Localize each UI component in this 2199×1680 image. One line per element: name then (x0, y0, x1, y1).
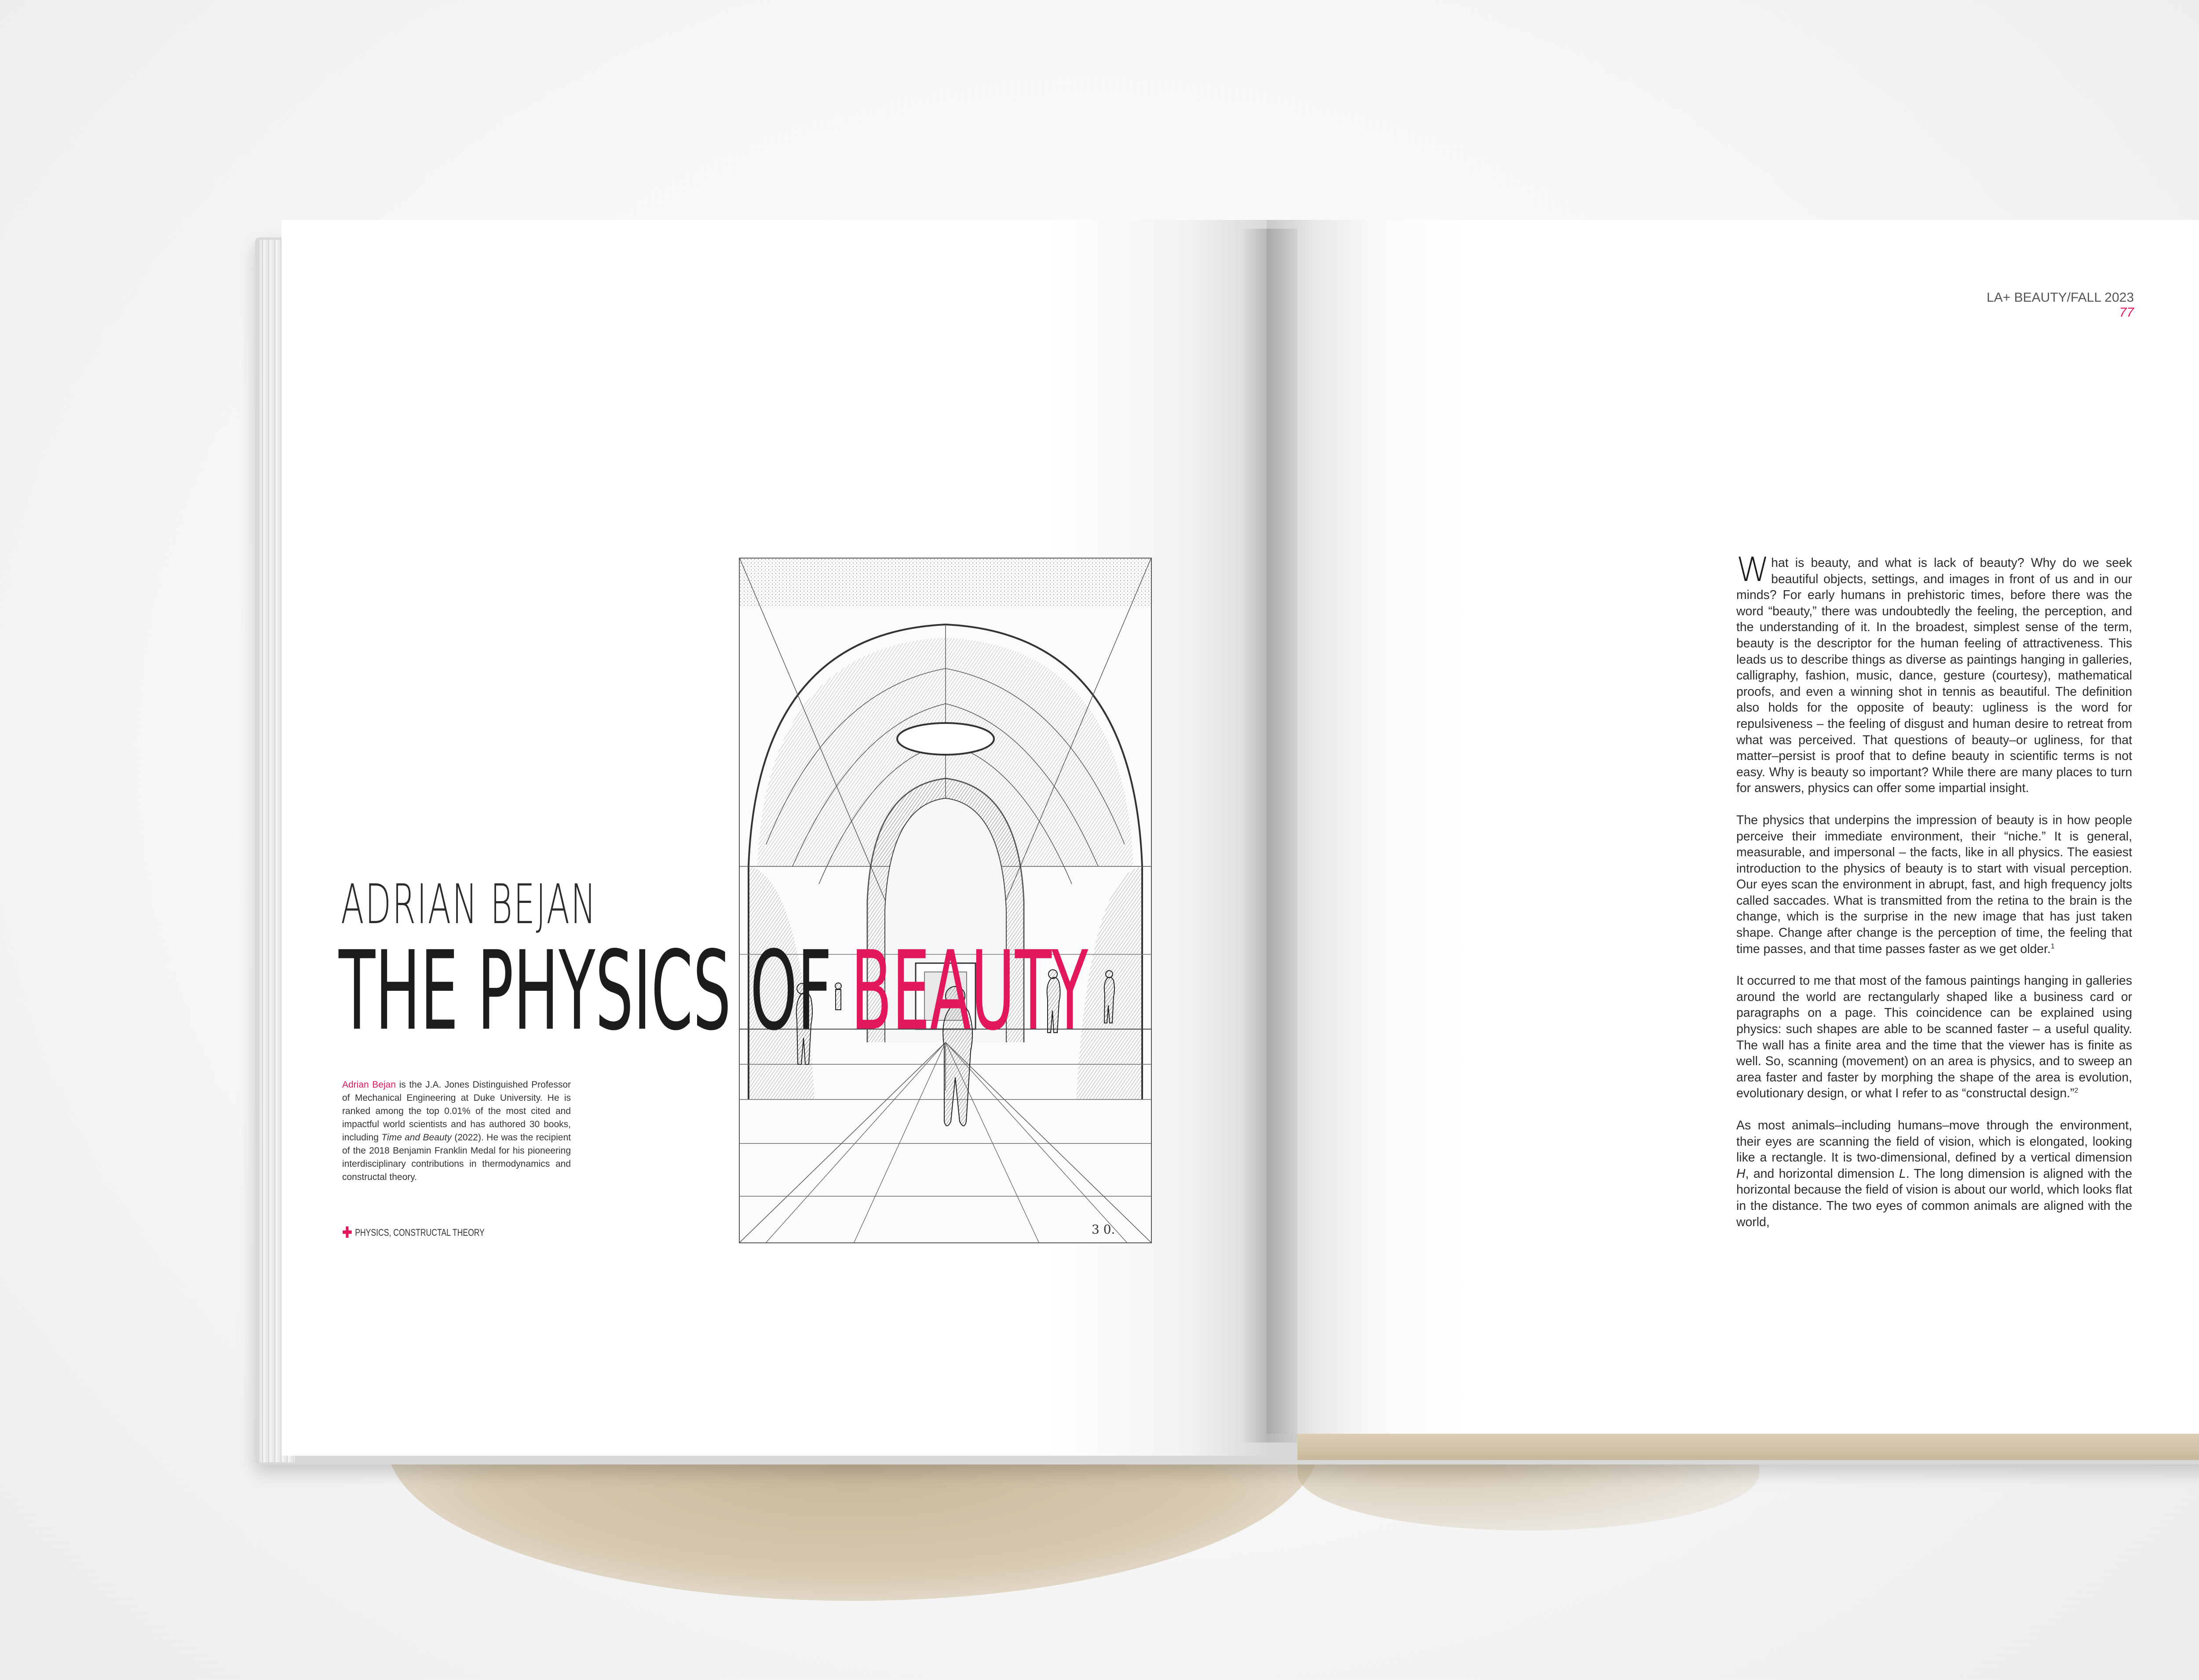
plus-icon: ✚ (342, 1224, 352, 1241)
bio-text-end: (2022). He was the recipient of the 2018 Benjamin Franklin Medal for his pioneering interdisciplinary contributions in thermodynamics and constructal theory. (342, 1132, 571, 1182)
paragraph-1-text: hat is beauty, and what is lack of beauty? Why do we seek beautiful objects, settings, and images in front of us and in our minds? For early humans in prehistoric times, before there was the word “beauty,” there was undoubtedly the feeling, the perception, and the understanding of it. In the broadest, simplest sense of the term, beauty is the descriptor for the human feeling of attractiveness. This leads us to describe things as diverse as paintings hanging in galleries, calligraphy, fashion, music, dance, gesture (courtesy), mathematical proofs, and even a winning shot in tennis as beautiful. The definition also holds for the opposite of beauty: ugliness is the word for repulsiveness – the feeling of disgust and human desire to retreat from what was perceived. That questions of beauty–or ugliness, for that matter–persist is proof that to define beauty in scientific terms is not easy. Why is beauty so important? While there are many places to turn for answers, physics can offer some impartial insight. (1736, 556, 2132, 796)
author-bio (342, 1078, 571, 1184)
bio-book-title: Time and Beauty (381, 1132, 452, 1143)
paragraph-4 (1736, 1118, 2132, 1230)
perspective-engraving (739, 558, 1152, 1243)
paragraph-2 (1736, 812, 2132, 957)
paragraph-3-text: It occurred to me that most of the famous paintings hanging in galleries around the world are rectangularly shaped like a business card or paragraphs on a page. This coincidence can be explained using physics: such shapes are able to be scanned faster – a useful quality. The wall has a finite area and the time that the viewer has is finite as well. So, scanning (movement) on an area is physics, and to sweep an area faster and faster by morphing the shape of the area is evolution, evolutionary design, or what I refer to as “constructal design.” (1736, 974, 2132, 1101)
dimension-l: L (1899, 1166, 1906, 1181)
paragraph-2-text: The physics that underpins the impression of beauty is in how people perceive their immediate environment, their “niche.” It is general, measurable, and impersonal – the facts, like in all physics. The easiest introduction to the physics of beauty is to start with visual perception. Our eyes scan the environment in abrupt, fast, and high frequency jolts called saccades. What is transmitted from the retina to the brain is the change, which is the surprise in the new image that has just taken shape. Change after change is the perception of time, the feeling that time passes, and that time passes faster as we get older. (1736, 813, 2132, 956)
journal-header: LA+ BEAUTY/FALL 2023 (1987, 290, 2134, 305)
paragraph-1 (1736, 550, 2132, 796)
dimension-h: H (1736, 1166, 1746, 1181)
footnote-ref-2: 2 (2074, 1087, 2078, 1095)
book-gutter (1240, 229, 1297, 1443)
title-main: THE PHYSICS OF (339, 928, 851, 1055)
footnote-ref-1: 1 (2050, 942, 2055, 950)
engraving-drawing (740, 559, 1151, 1242)
author-name: ADRIAN BEJAN (341, 873, 597, 936)
article-body (1736, 550, 2132, 1246)
paragraph-4-text-a: As most animals–including humans–move through the environment, their eyes are scanning the field of vision, which is elongated, looking like a rectangle. It is two-dimensional, defined by a vertical dimension (1736, 1118, 2132, 1165)
paragraph-3 (1736, 973, 2132, 1102)
paragraph-4-text-c: . The long dimension is aligned with the horizontal because the field of vision is about our world, which looks flat in the distance. The two eyes of common animals are aligned with the world, (1736, 1166, 2132, 1229)
running-header (1970, 290, 2134, 320)
bio-name: Adrian Bejan (342, 1080, 396, 1090)
plate-number: 3 0. (1092, 1222, 1115, 1237)
bio-text: is the J.A. Jones Distinguished Professor of Mechanical Engineering at Duke University. He is ranked among the top 0.01% of the most cited and impactful world scientists and has authored 30 books, including (342, 1080, 571, 1143)
topic-tags-label: PHYSICS, CONSTRUCTAL THEORY (355, 1227, 485, 1238)
article-title (339, 928, 1089, 1055)
page-number: 77 (2119, 305, 2134, 320)
title-accent: BEAUTY (851, 928, 1089, 1055)
paragraph-4-text-b: , and horizontal dimension (1745, 1166, 1899, 1181)
topic-tags (342, 1225, 485, 1240)
drop-cap: W (1736, 550, 1770, 589)
